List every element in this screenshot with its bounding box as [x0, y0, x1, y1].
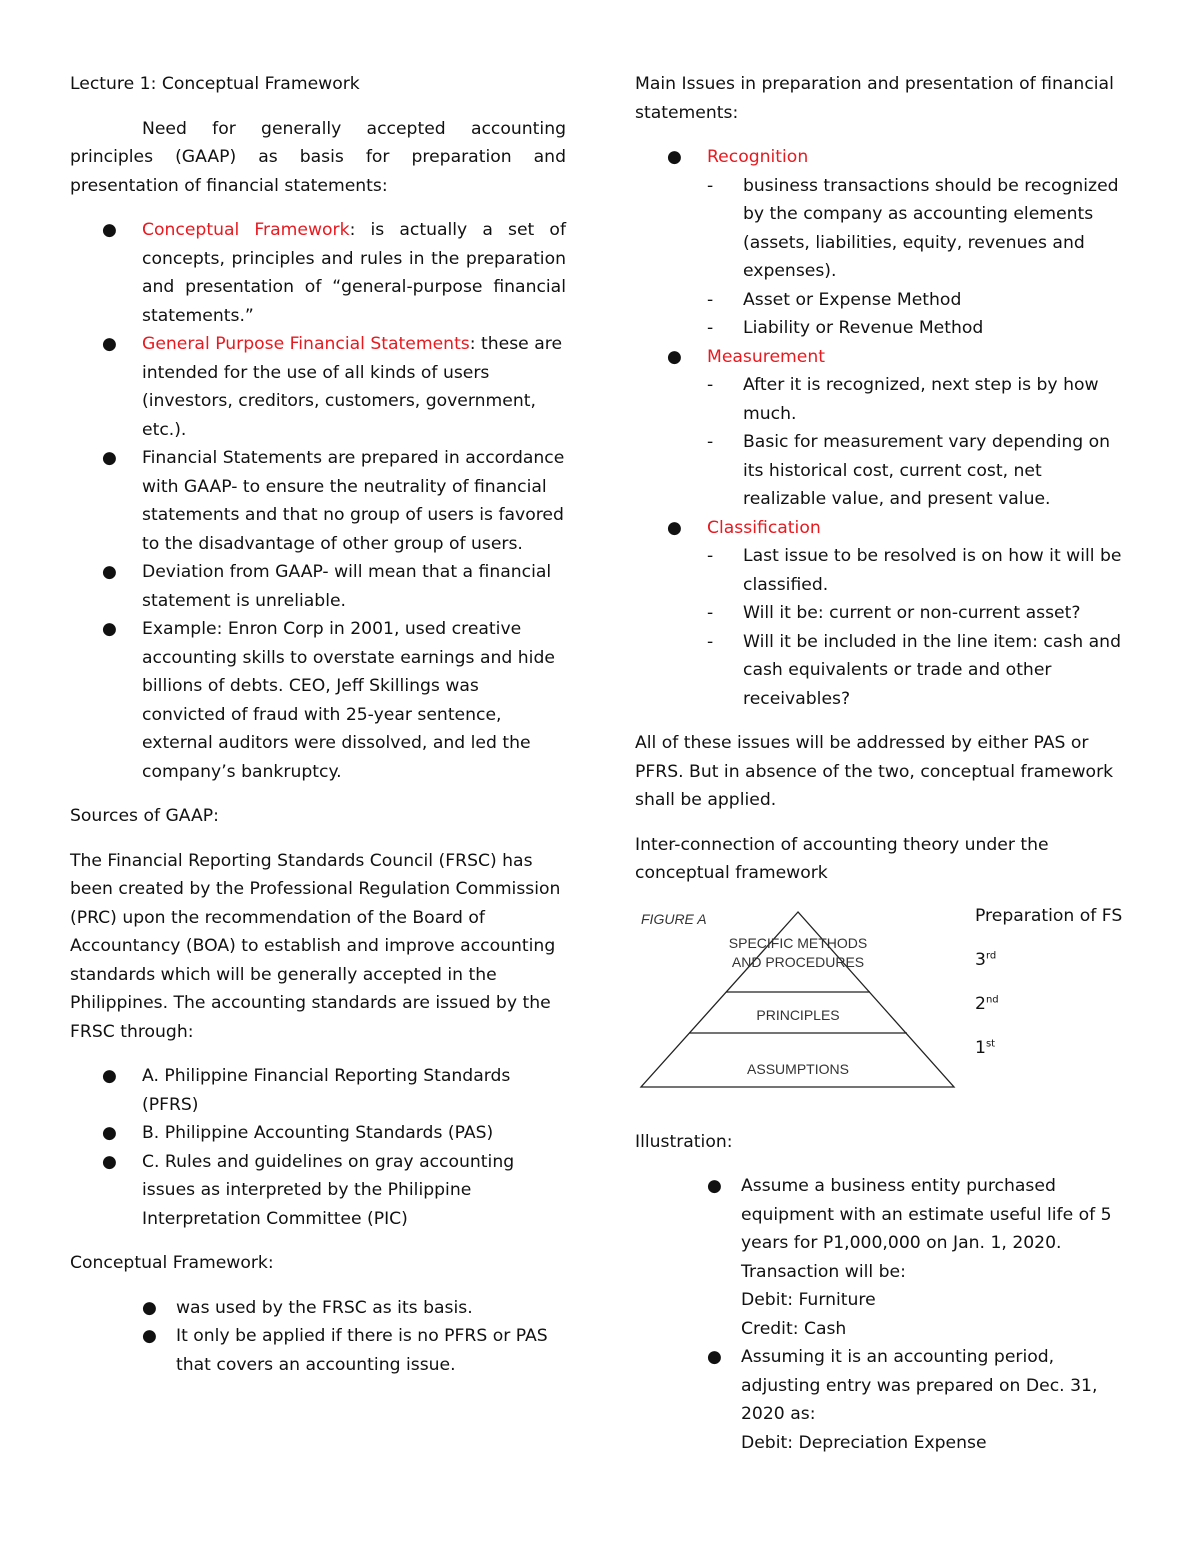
- source-item-pfrs: A. Philippine Financial Reporting Standards (PFRS): [142, 1066, 511, 1115]
- bullet-icon: ●: [102, 562, 117, 582]
- issues-summary: All of these issues will be addressed by either PAS or PFRS. But in absence of the two, conceptual framework shall be applied.: [635, 733, 1114, 810]
- cf-item: was used by the FRSC as its basis.: [176, 1297, 473, 1318]
- sub-item: [707, 599, 1130, 628]
- list-item: [635, 1343, 1130, 1457]
- bullet-icon: ●: [707, 1347, 722, 1367]
- sub-item-text: Will it be included in the line item: cash and cash equivalents or trade and other receivables?: [743, 631, 1121, 709]
- sub-list: [707, 542, 1130, 713]
- figure-label: FIGURE A: [641, 910, 707, 927]
- bullet-icon: ●: [102, 220, 117, 240]
- list-item: [70, 444, 566, 558]
- issues-heading: Main Issues in preparation and presentation of financial statements:: [635, 74, 1114, 123]
- list-item: [70, 1294, 566, 1323]
- list-item: [70, 1322, 566, 1379]
- journal-credit: Credit: Cash: [741, 1318, 847, 1339]
- issue-recognition: [635, 143, 1130, 343]
- illustration-list: [635, 1172, 1130, 1457]
- bullet-icon: ●: [102, 1123, 117, 1143]
- dash-icon: -: [707, 603, 714, 623]
- dash-icon: -: [707, 375, 714, 395]
- sources-heading: Sources of GAAP:: [70, 806, 219, 826]
- journal-debit: Debit: Furniture: [741, 1290, 876, 1310]
- journal-debit: Debit: Depreciation Expense: [741, 1432, 987, 1453]
- term-general-purpose-fs: General Purpose Financial Statements: [142, 334, 470, 354]
- sub-item-text: After it is recognized, next step is by how much.: [743, 375, 1099, 424]
- issues-list: [635, 143, 1130, 713]
- pyramid-top-line2: AND PROCEDURES: [731, 953, 865, 970]
- term-conceptual-framework: Conceptual Framework: [142, 220, 350, 240]
- pyramid-bottom-label: ASSUMPTIONS: [747, 1060, 849, 1077]
- dash-icon: -: [707, 546, 714, 566]
- source-item-pic: C. Rules and guidelines on gray accounting issues as interpreted by the Philippine Interpretation Committee (PIC): [142, 1151, 515, 1229]
- sub-item-text: Liability or Revenue Method: [743, 318, 984, 338]
- list-item: [70, 216, 566, 330]
- figure-a: [635, 902, 1130, 1112]
- bullet-icon: ●: [102, 448, 117, 468]
- gaap-bullet-list: [70, 216, 566, 786]
- issue-title: Classification: [707, 517, 821, 538]
- pyramid-top-line1: SPECIFIC METHODS: [728, 934, 868, 951]
- bullet-text: : is actually a set of concepts, principles and rules in the preparation and presentation of “general-purpose financial statements.”: [142, 220, 566, 326]
- bullet-text: : these are intended for the use of all kinds of users (investors, creditors, customers, government, etc.).: [142, 334, 563, 440]
- interconnection-heading: Inter-connection of accounting theory under the conceptual framework: [635, 834, 1049, 883]
- bullet-icon: ●: [667, 147, 682, 167]
- sub-item-text: Last issue to be resolved is on how it will be classified.: [743, 546, 1122, 595]
- issue-title: Recognition: [707, 147, 809, 167]
- fs-side-title: Preparation of FS: [975, 905, 1123, 926]
- lecture-title: Lecture 1: Conceptual Framework: [70, 74, 360, 94]
- left-column: [70, 70, 566, 1379]
- bullet-icon: ●: [707, 1176, 722, 1196]
- dash-icon: -: [707, 631, 714, 652]
- cf-item: It only be applied if there is no PFRS or PAS that covers an accounting issue.: [176, 1326, 548, 1375]
- sub-item-text: Basic for measurement vary depending on its historical cost, current cost, net realizable value, and present value.: [743, 432, 1111, 509]
- level-3rd: 3rd: [975, 949, 997, 970]
- sub-item: [707, 286, 1130, 315]
- illustration-heading: Illustration:: [635, 1131, 733, 1152]
- bullet-icon: ●: [102, 619, 117, 639]
- illustration-text: Transaction will be:: [741, 1261, 906, 1282]
- list-item: [635, 1172, 1130, 1343]
- bullet-icon: ●: [142, 1326, 157, 1346]
- issue-classification: [635, 514, 1130, 714]
- bullet-icon: ●: [142, 1297, 157, 1318]
- issue-measurement: [635, 343, 1130, 514]
- bullet-text: Financial Statements are prepared in accordance with GAAP- to ensure the neutrality of financial statements and that no group of users is favored to the disadvantage of other group of users.: [142, 448, 565, 554]
- level-1st: 1st: [975, 1037, 996, 1058]
- sub-item: [707, 172, 1130, 286]
- sub-item-text: Asset or Expense Method: [743, 289, 962, 310]
- right-column: [635, 70, 1130, 1457]
- list-item: [70, 1119, 566, 1148]
- level-2nd: 2nd: [975, 993, 999, 1014]
- source-item-pas: B. Philippine Accounting Standards (PAS): [142, 1123, 494, 1143]
- sub-list: [707, 172, 1130, 343]
- illustration-text: Assuming it is an accounting period, adjusting entry was prepared on Dec. 31, 2020 as:: [741, 1347, 1098, 1424]
- pyramid-diagram: [635, 902, 965, 1102]
- dash-icon: -: [707, 432, 714, 452]
- sub-item: [707, 371, 1130, 428]
- sources-paragraph: The Financial Reporting Standards Council (FRSC) has been created by the Professional Regulation Commission (PRC) upon the recommendation of the Board of Accountancy (BOA) to establish and improve accounting standards which will be generally accepted in the Philippines. The accounting standards are issued by the FRSC through:: [70, 850, 561, 1042]
- bullet-icon: ●: [102, 334, 117, 354]
- sub-list: [707, 371, 1130, 514]
- bullet-icon: ●: [102, 1151, 117, 1172]
- bullet-text: Example: Enron Corp in 2001, used creative accounting skills to overstate earnings and hide billions of debts. CEO, Jeff Skillings was convicted of fraud with 25-year sentence, external auditors were dissolved, and led the company’s bankruptcy.: [142, 619, 555, 782]
- intro-paragraph: Need for generally accepted accounting principles (GAAP) as basis for preparation and presentation of financial statements:: [70, 118, 566, 196]
- sub-item: [707, 314, 1130, 343]
- sub-item: [707, 428, 1130, 514]
- cf-list: [70, 1294, 566, 1380]
- illustration-text: Assume a business entity purchased equipment with an estimate useful life of 5 years for P1,000,000 on Jan. 1, 2020.: [741, 1176, 1112, 1253]
- bullet-icon: ●: [102, 1066, 117, 1086]
- cf-heading: Conceptual Framework:: [70, 1253, 274, 1273]
- sub-item: [707, 628, 1130, 714]
- bullet-icon: ●: [667, 517, 682, 538]
- list-item: [70, 1148, 566, 1234]
- list-item: [70, 330, 566, 444]
- issue-title: Measurement: [707, 346, 825, 367]
- sub-item-text: Will it be: current or non-current asset?: [743, 603, 1081, 623]
- dash-icon: -: [707, 318, 714, 338]
- sources-list: [70, 1062, 566, 1233]
- pyramid-middle-label: PRINCIPLES: [756, 1006, 840, 1023]
- bullet-icon: ●: [667, 346, 682, 367]
- sub-item-text: business transactions should be recognized by the company as accounting elements (assets, liabilities, equity, revenues and expenses).: [743, 175, 1119, 281]
- bullet-text: Deviation from GAAP- will mean that a financial statement is unreliable.: [142, 562, 552, 611]
- list-item: [70, 1062, 566, 1119]
- list-item: [70, 615, 566, 786]
- list-item: [70, 558, 566, 615]
- dash-icon: -: [707, 175, 714, 196]
- dash-icon: -: [707, 289, 714, 310]
- sub-item: [707, 542, 1130, 599]
